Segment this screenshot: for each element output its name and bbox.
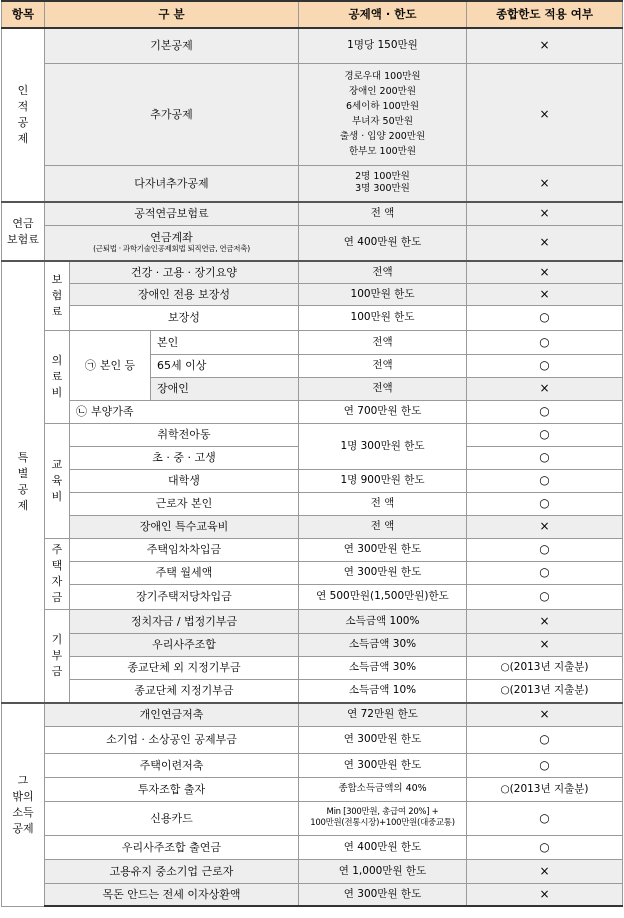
row-applied: ○	[467, 835, 623, 859]
row-limit: 종합소득금액의 40%	[299, 777, 467, 801]
row-applied: ×	[467, 859, 623, 883]
table-row	[2, 283, 623, 305]
row-applied: ×	[467, 609, 623, 633]
table-row	[2, 883, 623, 906]
row-limit: 1명 900만원 한도	[299, 469, 467, 492]
subgroup-medical: 의 료 비	[45, 330, 70, 423]
row-name: 우리사주조합	[70, 633, 299, 656]
row-name: 주택임차차입금	[70, 538, 299, 561]
circled-a-icon: ㉠	[84, 358, 96, 372]
row-applied: ○	[467, 400, 623, 423]
row-limit: 연 300만원 한도	[299, 883, 467, 906]
deduction-table	[1, 0, 623, 907]
table-row	[2, 609, 623, 633]
row-name: 주택이련저축	[45, 753, 299, 777]
table-row	[2, 400, 623, 423]
row-limit: 전 액	[299, 515, 467, 538]
row-limit: 전 액	[299, 202, 467, 225]
row-limit: 소득금액 30%	[299, 633, 467, 656]
header-row	[2, 1, 623, 28]
section-other: 그 밖의 소득 공제	[2, 703, 45, 906]
row-applied: ○	[467, 753, 623, 777]
table-row	[2, 225, 623, 261]
table-row	[2, 63, 623, 165]
row-name: 연금계좌	[150, 231, 193, 245]
row-name: 종교단체 외 지정기부금	[70, 656, 299, 679]
row-applied: ×	[467, 515, 623, 538]
row-name: 초 · 중 · 고생	[70, 446, 299, 469]
row-limit: 전액	[299, 330, 467, 354]
row-name-with-note	[45, 225, 299, 261]
row-limit: 소득금액 30%	[299, 656, 467, 679]
row-applied: ×	[467, 633, 623, 656]
row-name: 본인	[151, 330, 299, 354]
row-name: 근로자 본인	[70, 492, 299, 515]
section-special: 특 별 공 제	[2, 261, 45, 703]
row-name: 신용카드	[45, 801, 299, 835]
row-name: 공적연금보험료	[45, 202, 299, 225]
table-row	[2, 28, 623, 63]
table-row	[2, 835, 623, 859]
row-limit: 연 300만원 한도	[299, 538, 467, 561]
row-name: 장애인 특수교육비	[70, 515, 299, 538]
table-row	[2, 703, 623, 726]
row-applied: ○	[467, 561, 623, 584]
row-name: 장애인 전용 보장성	[70, 283, 299, 305]
row-limit: 100만원 한도	[299, 283, 467, 305]
medical-dependents-label: 부양가족	[91, 405, 134, 418]
table-row	[2, 261, 623, 283]
table-row	[2, 305, 623, 330]
medical-self-group	[70, 330, 151, 400]
row-applied: ×	[467, 377, 623, 400]
row-name: 목돈 안드는 전세 이자상환액	[45, 883, 299, 906]
row-applied: ○	[467, 492, 623, 515]
table-row	[2, 469, 623, 492]
row-name: 취학전아동	[70, 423, 299, 446]
row-name: 개인연금저축	[45, 703, 299, 726]
row-applied: ○	[467, 354, 623, 377]
table-row	[2, 801, 623, 835]
table-row	[2, 202, 623, 225]
row-applied: ○	[467, 538, 623, 561]
table-row	[2, 777, 623, 801]
row-applied: ○	[467, 469, 623, 492]
header-limit: 공제액 · 한도	[299, 1, 467, 28]
row-limit: 1명당 150만원	[299, 28, 467, 63]
row-limit: 연 500만원(1,500만원)한도	[299, 584, 467, 609]
table-row	[2, 633, 623, 656]
row-name: 추가공제	[45, 63, 299, 165]
table-row	[2, 753, 623, 777]
row-applied: ×	[467, 703, 623, 726]
header-applied: 종합한도 적용 여부	[467, 1, 623, 28]
row-applied: ○	[467, 446, 623, 469]
table-row	[2, 561, 623, 584]
subgroup-education: 교 육 비	[45, 423, 70, 538]
row-applied: ×	[467, 883, 623, 906]
row-applied: ×	[467, 202, 623, 225]
row-limit: 전액	[299, 377, 467, 400]
row-name: 우리사주조합 출연금	[45, 835, 299, 859]
row-applied: ○	[467, 801, 623, 835]
row-limit: 100만원 한도	[299, 305, 467, 330]
table-row	[2, 165, 623, 202]
row-limit: 경로우대 100만원 장애인 200만원 6세이하 100만원 부녀자 50만원 출생 · 입양 200만원 한부모 100만원	[299, 63, 467, 165]
row-applied: ○	[467, 330, 623, 354]
row-name: 기본공제	[45, 28, 299, 63]
circled-b-icon: ㉡	[76, 405, 87, 418]
row-limit: 연 400만원 한도	[299, 835, 467, 859]
row-applied: ○(2013년 지출분)	[467, 679, 623, 703]
row-applied: ○(2013년 지출분)	[467, 656, 623, 679]
header-category: 구 분	[45, 1, 299, 28]
row-applied: ○	[467, 423, 623, 446]
row-limit: 연 400만원 한도	[299, 225, 467, 261]
row-name: 65세 이상	[151, 354, 299, 377]
subgroup-insurance: 보 험 료	[45, 261, 70, 330]
row-limit: 전액	[299, 354, 467, 377]
table-row	[2, 330, 623, 354]
table-row	[2, 656, 623, 679]
row-limit: 연 1,000만원 한도	[299, 859, 467, 883]
row-limit: 2명 100만원 3명 300만원	[299, 165, 467, 202]
row-limit: 전 액	[299, 492, 467, 515]
row-limit: Min [300만원, 총급여 20%] + 100만원(전통시장)+100만원(대중교통)	[299, 801, 467, 835]
row-applied: ×	[467, 283, 623, 305]
row-name: 소기업 · 소상공인 공제부금	[45, 726, 299, 753]
table-row	[2, 859, 623, 883]
row-limit: 연 300만원 한도	[299, 561, 467, 584]
row-name: 보장성	[70, 305, 299, 330]
medical-dependents-cell	[70, 400, 299, 423]
row-limit: 소득금액 10%	[299, 679, 467, 703]
header-item: 항목	[2, 1, 45, 28]
row-limit: 연 300만원 한도	[299, 726, 467, 753]
row-limit: 연 700만원 한도	[299, 400, 467, 423]
table-row	[2, 423, 623, 446]
subgroup-donation: 기 부 금	[45, 609, 70, 703]
row-applied: ×	[467, 261, 623, 283]
medical-self-label: 본인 등	[99, 358, 136, 372]
table-row	[2, 492, 623, 515]
table-row	[2, 679, 623, 703]
row-applied: ○(2013년 지출분)	[467, 777, 623, 801]
table-row	[2, 726, 623, 753]
row-name: 고용유지 중소기업 근로자	[45, 859, 299, 883]
section-pension: 연금 보험료	[2, 202, 45, 261]
row-name: 장기주택저당차입금	[70, 584, 299, 609]
row-limit: 연 300만원 한도	[299, 753, 467, 777]
row-name: 종교단체 지정기부금	[70, 679, 299, 703]
row-applied: ○	[467, 726, 623, 753]
row-limit: 연 72만원 한도	[299, 703, 467, 726]
table-row	[2, 538, 623, 561]
row-name: 장애인	[151, 377, 299, 400]
row-name: 다자녀추가공제	[45, 165, 299, 202]
row-name: 대학생	[70, 469, 299, 492]
row-applied: ×	[467, 225, 623, 261]
row-limit: 전액	[299, 261, 467, 283]
table-row	[2, 515, 623, 538]
row-limit: 1명 300만원 한도	[299, 423, 467, 469]
row-name: 정치자금 / 법정기부금	[70, 609, 299, 633]
row-name: 건강 · 고용 · 장기요양	[70, 261, 299, 283]
row-applied: ○	[467, 305, 623, 330]
row-applied: ×	[467, 28, 623, 63]
row-applied: ○	[467, 584, 623, 609]
row-applied: ×	[467, 165, 623, 202]
table-row	[2, 584, 623, 609]
row-applied: ×	[467, 63, 623, 165]
subgroup-housing: 주 택 자 금	[45, 538, 70, 609]
row-name: 투자조합 출자	[45, 777, 299, 801]
section-personal: 인 적 공 제	[2, 28, 45, 202]
row-limit: 소득금액 100%	[299, 609, 467, 633]
row-note: (근퇴법 · 과학기술인공제회법 퇴직연금, 연금저축)	[93, 244, 250, 254]
row-name: 주택 월세액	[70, 561, 299, 584]
